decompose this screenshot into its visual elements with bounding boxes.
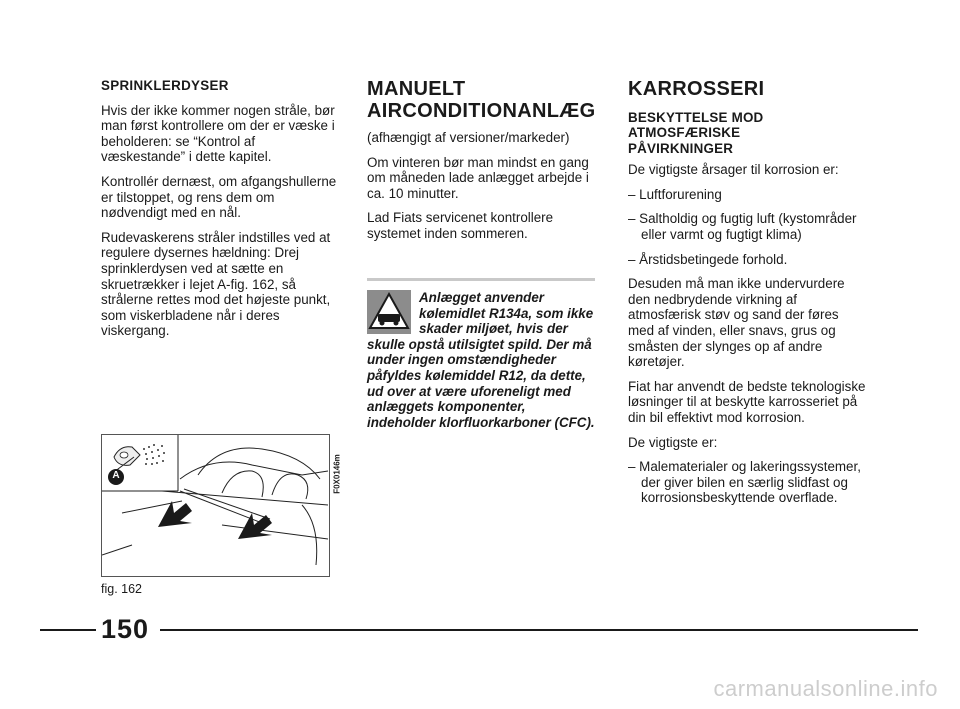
list-item: – Malematerialer og lakeringssystemer, der giver bilen en særlig slidfast og korrosionsbeskyttende overflade. (628, 459, 861, 506)
paragraph: Hvis der ikke kommer nogen stråle, bør man først kontrollere om der er væske i beholderen: se “Kontrol af væskestande” i dette kapitel. (101, 102, 335, 165)
subtitle-atmospheric: BESKYTTELSE MOD ATMOSFÆRISKE PÅVIRKNINGER (628, 110, 764, 156)
figure-label-a: A (112, 470, 120, 481)
watermark: carmanualsonline.info (713, 676, 938, 701)
heading-sprinklerdyser: SPRINKLERDYSER (101, 78, 229, 93)
list-item: – Saltholdig og fugtig luft (kystområder eller varmt og fugtigt klima) (628, 211, 857, 242)
figure-caption: fig. 162 (101, 582, 143, 596)
warning-triangle-icon (367, 290, 411, 334)
footer-rule-left (40, 629, 96, 631)
paragraph: Rudevaskerens stråler indstilles ved at regulere dysernes hældning: Drej sprinklerdysen ved at sætte en skruetrækker i lejet A-fig. 162, så strålerne rettes mod det højeste punkt, som viskerbladene når i deres viskergang. (101, 229, 331, 339)
section-title-karrosseri: KARROSSERI (628, 78, 765, 100)
list-item: – Årstidsbetingede forhold. (628, 251, 788, 267)
paragraph: (afhængigt af versioner/markeder) (367, 130, 570, 145)
warning-text: Anlægget anvender kølemidlet R134a, som ikke skader miljøet, hvis der skulle opstå utilsigtet spild. Der må under ingen omstændigheder påfyldes kølemiddel R12, da dette, ud over at være uforeneligt med anlæggets komponenter, indeholder klorfluorkarboner (CFC). (367, 290, 595, 430)
column-airconditioning (367, 78, 595, 251)
list-item: – Luftforurening (628, 186, 722, 202)
washer-nozzle-illustration (102, 435, 329, 576)
paragraph: Lad Fiats servicenet kontrollere systemet inden sommeren. (367, 210, 554, 241)
column-karrosseri (628, 78, 868, 515)
paragraph: Kontrollér dernæst, om afgangshullerne er tilstoppet, og rens dem om nødvendigt med en nål. (101, 173, 337, 221)
page-number: 150 (101, 614, 150, 644)
column-sprinklerdyser (101, 78, 337, 348)
paragraph: De vigtigste årsager til korrosion er: (628, 162, 839, 178)
paragraph: Fiat har anvendt de bedste teknologiske løsninger til at beskytte karrosseriet på din bil effektivt mod korrosion. (628, 378, 866, 425)
paragraph: Om vinteren bør man mindst en gang om måneden lade anlægget arbejde i ca. 10 minutter. (367, 154, 589, 201)
warning-divider (367, 278, 595, 281)
section-title-airconditioning: MANUELT AIRCONDITIONANLÆG (367, 78, 596, 122)
figure-code: F0X0146m (332, 454, 342, 494)
paragraph: Desuden må man ikke undervurdere den nedbrydende virkning af atmosfærisk støv og sand der føres med af vinden, eller snavs, grus og småsten der slynges op af andre køretøjer. (628, 276, 845, 370)
figure-162 (101, 434, 330, 577)
warning-box (367, 290, 595, 430)
footer-rule-right (160, 629, 918, 631)
paragraph: De vigtigste er: (628, 434, 718, 450)
